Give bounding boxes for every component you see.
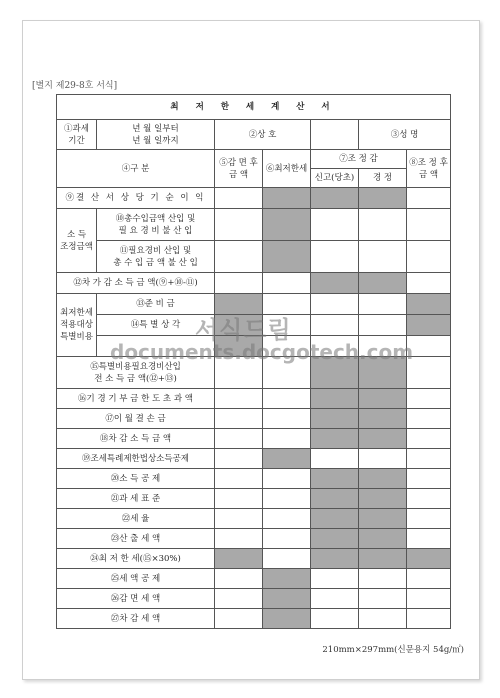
watermark-title: 서식드림 [195, 316, 292, 344]
row-group-label: 소 득 조정금액 [57, 209, 97, 273]
row-label: ㉗차 감 세 액 [57, 609, 215, 629]
cell [263, 209, 311, 241]
cell[interactable] [407, 241, 451, 273]
cell [359, 549, 407, 569]
cell[interactable] [215, 569, 263, 589]
cell[interactable] [263, 489, 311, 509]
cell[interactable] [215, 188, 263, 209]
cell[interactable] [407, 449, 451, 469]
cell [311, 549, 359, 569]
column-report: 신고(당초) [311, 169, 359, 188]
row-group-label: 최저한세 적용대상 특별비용 [57, 294, 97, 357]
row-label: ㉒세 율 [57, 509, 215, 529]
row-label: ⑰이 월 결 손 금 [57, 409, 215, 429]
cell [311, 489, 359, 509]
cell[interactable] [359, 241, 407, 273]
column-minimum-tax: ⑥최저한세 [263, 150, 311, 188]
cell [311, 188, 359, 209]
cell [359, 273, 407, 294]
row-label: ⑫차 가 감 소 득 금 액(⑨+⑩-⑪) [57, 273, 215, 294]
cell[interactable] [407, 273, 451, 294]
cell[interactable] [407, 209, 451, 241]
cell[interactable] [311, 609, 359, 629]
cell[interactable] [215, 409, 263, 429]
cell[interactable] [215, 469, 263, 489]
row-label: ㉕세 액 공 제 [57, 569, 215, 589]
cell[interactable] [407, 409, 451, 429]
row-label: ⑬준 비 금 [97, 294, 215, 315]
row-label: ㉓산 출 세 액 [57, 529, 215, 549]
cell[interactable] [215, 209, 263, 241]
cell[interactable] [359, 449, 407, 469]
watermark-url: documents.docgotech.com [110, 340, 414, 364]
column-after-adjustment: ⑧조 정 후 금 액 [407, 150, 451, 188]
cell [407, 315, 451, 336]
row-label: ⑮특별비용필요경비산입 전 소 득 금 액(⑫+⑬) [57, 357, 215, 389]
row-label: ⑩총수입금액 산입 및 필 요 경 비 불 산 입 [97, 209, 215, 241]
tax-form-sheet [56, 94, 450, 634]
column-correction: 경 정 [359, 169, 407, 188]
cell[interactable] [263, 509, 311, 529]
cell [359, 188, 407, 209]
cell[interactable] [311, 589, 359, 609]
cell [311, 529, 359, 549]
cell [263, 241, 311, 273]
row-label: ⑭특 별 상 각 [97, 315, 215, 336]
cell[interactable] [311, 315, 359, 336]
cell[interactable] [359, 589, 407, 609]
cell[interactable] [311, 569, 359, 589]
cell[interactable] [407, 389, 451, 409]
paper-size-note: 210mm×297mm(신문용지 54g/㎡) [322, 645, 464, 655]
cell[interactable] [215, 529, 263, 549]
column-item: ④구 분 [57, 150, 215, 188]
row-label: ㉔최 저 한 세(⑮×30%) [57, 549, 215, 569]
cell[interactable] [263, 429, 311, 449]
cell [359, 529, 407, 549]
form-number: [별지 제29-8호 서식] [32, 81, 118, 91]
cell [263, 449, 311, 469]
cell[interactable] [407, 469, 451, 489]
period-to: 년 월 일까지 [132, 135, 179, 146]
cell [311, 389, 359, 409]
period-label: ①과세 기간 [57, 120, 97, 150]
company-label: ②상 호 [215, 120, 311, 150]
cell[interactable] [359, 294, 407, 315]
cell[interactable] [215, 489, 263, 509]
cell[interactable] [215, 449, 263, 469]
cell [407, 294, 451, 315]
cell [359, 429, 407, 449]
cell [359, 509, 407, 529]
cell[interactable] [407, 509, 451, 529]
cell [359, 469, 407, 489]
cell[interactable] [407, 188, 451, 209]
cell[interactable] [311, 294, 359, 315]
row-label: ⑪필요경비 산입 및 총 수 입 금 액 불 산 입 [97, 241, 215, 273]
row-label: ㉑과 세 표 준 [57, 489, 215, 509]
name-label: ③성 명 [359, 120, 451, 150]
row-label: ⑲조세특례제한법상소득공제 [57, 449, 215, 469]
cell[interactable] [215, 589, 263, 609]
row-label: ⑨결 산 서 상 당 기 순 이 익 [57, 188, 215, 209]
cell [359, 489, 407, 509]
row-label: ⑯기 경 기 부 금 한 도 초 과 액 [57, 389, 215, 409]
cell[interactable] [407, 569, 451, 589]
cell[interactable] [215, 509, 263, 529]
cell[interactable] [407, 589, 451, 609]
cell[interactable] [263, 529, 311, 549]
cell [359, 409, 407, 429]
cell [263, 589, 311, 609]
cell[interactable] [359, 609, 407, 629]
period-dates [97, 120, 215, 150]
cell[interactable] [215, 241, 263, 273]
period-from: 년 월 일부터 [132, 123, 179, 134]
cell [359, 389, 407, 409]
cell[interactable] [263, 409, 311, 429]
column-before-reduction: ⑤감 면 후 금 액 [215, 150, 263, 188]
cell[interactable] [359, 209, 407, 241]
cell [311, 409, 359, 429]
cell[interactable] [263, 389, 311, 409]
cell[interactable] [407, 489, 451, 509]
cell [263, 188, 311, 209]
cell [311, 429, 359, 449]
cell[interactable] [407, 429, 451, 449]
cell[interactable] [263, 549, 311, 569]
row-label: ⑱차 감 소 득 금 액 [57, 429, 215, 449]
cell[interactable] [215, 389, 263, 409]
company-value[interactable] [311, 120, 359, 150]
cell [263, 609, 311, 629]
form-title: 최 저 한 세 계 산 서 [57, 95, 451, 120]
cell [311, 273, 359, 294]
row-label: ㉖감 면 세 액 [57, 589, 215, 609]
cell[interactable] [359, 315, 407, 336]
cell[interactable] [359, 569, 407, 589]
cell[interactable] [311, 241, 359, 273]
cell[interactable] [407, 357, 451, 389]
row-label: ⑳소 득 공 제 [57, 469, 215, 489]
cell[interactable] [263, 273, 311, 294]
column-adjustment: ⑦조 정 감 [311, 150, 407, 169]
cell[interactable] [407, 529, 451, 549]
cell [407, 549, 451, 569]
cell[interactable] [263, 469, 311, 489]
cell [263, 569, 311, 589]
cell [311, 509, 359, 529]
cell[interactable] [215, 273, 263, 294]
cell[interactable] [311, 209, 359, 241]
cell [311, 469, 359, 489]
cell[interactable] [407, 609, 451, 629]
cell[interactable] [215, 609, 263, 629]
cell[interactable] [311, 449, 359, 469]
cell[interactable] [407, 336, 451, 357]
cell [215, 549, 263, 569]
cell[interactable] [215, 429, 263, 449]
